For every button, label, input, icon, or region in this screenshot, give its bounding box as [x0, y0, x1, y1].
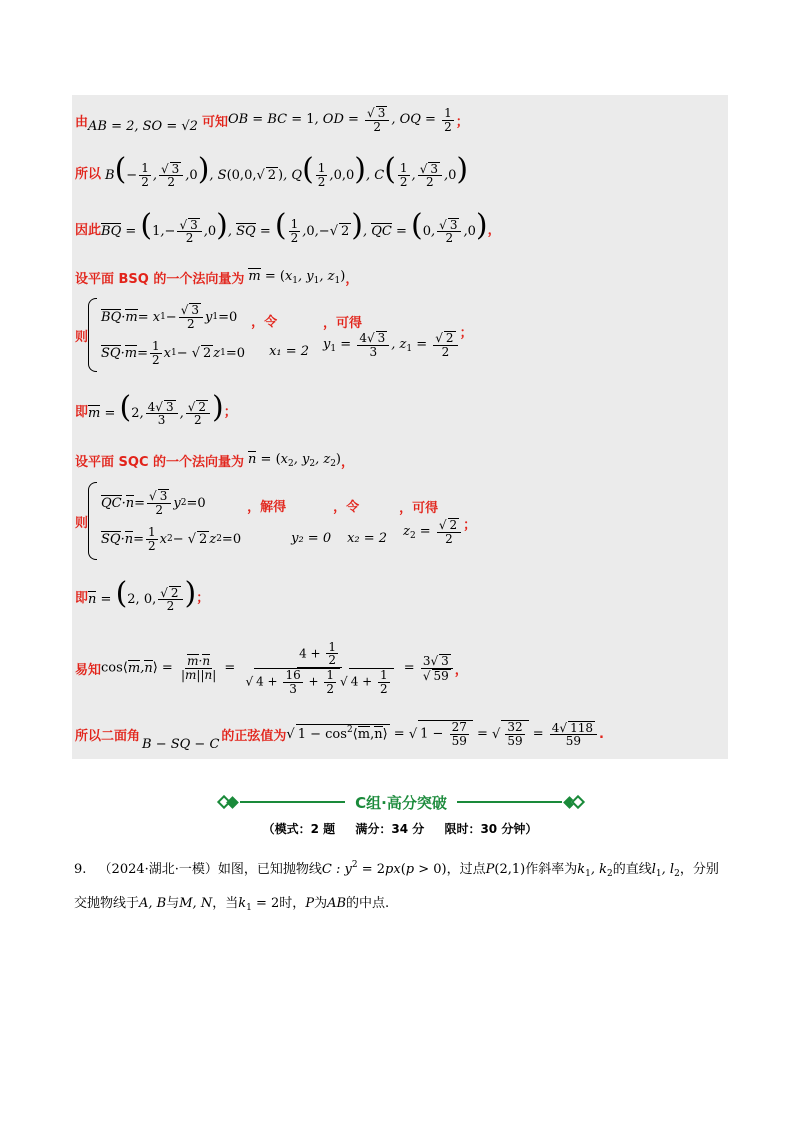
formula-slopes: $k_1$, $k_2$ — [577, 862, 613, 879]
solution-line-8 — [75, 480, 476, 562]
result-block-2 — [399, 497, 463, 545]
formula-n: $n = (x_2$, $y_2$, $z_2$) — [248, 451, 341, 469]
let-x2: x₂ = 2 — [347, 531, 388, 546]
formula-m: $m = (x_1$, $y_1$, $z_1$) — [248, 268, 346, 286]
problem-text: 的直线 — [612, 862, 652, 877]
formula-parabola: C : $y^2 = 2px(p > 0)$ — [321, 860, 447, 877]
let-x1: x₁ = 2 — [269, 344, 310, 359]
formula-lengths: OB = BC = 1, OD = $\frac{√ 3}{2}$ , OQ = $\frac{1}{2}$ — [227, 105, 452, 134]
diamond-icon — [571, 795, 585, 809]
text-normal-bsq: 设平面 BSQ 的一个法向量为 — [75, 271, 245, 287]
banner-rule-right — [457, 801, 562, 803]
banner-rule-left — [240, 801, 345, 803]
semicolon: ； — [455, 114, 469, 130]
result-z2: $z_2$ = $\frac{√ 2}{2}$ — [403, 518, 463, 545]
problem-text: 与 — [166, 896, 180, 911]
given-lengths: AB = 2, SO = √2 — [88, 118, 198, 134]
formula-vectors: BQ = (1,− $\frac{√ 3}{2}$ ,0), SQ = ( $\frac{1}{2}$ ,0,−√ 2), QC = (0, $\frac{√ 3}{2}$ ,0) — [101, 207, 488, 246]
solution-line-4 — [75, 264, 358, 290]
text-sine-value: 的正弦值为 — [221, 728, 287, 744]
text-ze: 则 — [75, 515, 89, 531]
text-yinci: 因此 — [75, 222, 102, 238]
angle-name: B − SQ − C — [142, 736, 220, 752]
diamond-icon — [226, 796, 239, 809]
period: . — [598, 726, 604, 742]
text-yizhi: 易知 — [75, 662, 102, 678]
formula-ab-segment: AB — [327, 896, 347, 911]
semicolon: ； — [223, 404, 237, 420]
meta-time: 限时：30 分钟） — [444, 822, 538, 836]
problem-text: 交抛物线于 — [74, 896, 140, 911]
section-title: C组·高分突破 — [355, 793, 447, 812]
result-y1-z1: $y_1$ = $\frac{4√ 3}{3}$ , $z_1$ = $\frac{√ 2}{2}$ — [323, 331, 460, 358]
equation-system-2: QC · n = $\frac{√ 3}{2}$ y 2 = 0 SQ · n = $\frac{1}{2}$ x 2 − √ 2 z 2 = 0 — [101, 489, 242, 553]
formula-cosine: cos⟨m,n⟩ = $\frac{m\cdot n}{|m||n|}$ = 4 + $\frac{1}{2}$ √ 4 + $\frac{16}{3}$ + $\frac{1}{2}$ √ 4 + $\frac{1}{2}$ = $\frac{3√ 3}{√ 59}$ — [101, 641, 455, 695]
solution-line-5 — [75, 296, 473, 374]
problem-source: （2024·湖北·一模） — [98, 862, 218, 877]
problem-text: ，分别 — [679, 862, 719, 877]
text-kezhi: 可知 — [201, 114, 228, 130]
formula-coordinates: B(− $\frac{1}{2}$ , $\frac{√ 3}{2}$ ,0), S(0,0,√ 2 ), Q( $\frac{1}{2}$ ,0,0), C( $\frac{1}{2}$ , $\frac{√ 3}{2}$ ,0) — [105, 151, 469, 190]
meta-mode: （模式：2 题 — [262, 822, 336, 836]
problem-text: 的中点. — [346, 896, 390, 911]
semicolon: ； — [196, 590, 210, 606]
text-ling: ，令 — [333, 500, 360, 515]
text-dihedral: 所以二面角 — [75, 728, 141, 744]
formula-sine: √ $1 - \cos^2⟨m,n⟩$ = √ 1 − $\frac{27}{59}$ = √ $\frac{32}{59}$ = $\frac{4√ 118}{59}$ — [286, 720, 599, 748]
section-meta — [0, 820, 800, 837]
solution-line-11 — [75, 712, 604, 756]
system-brace — [88, 482, 97, 560]
text-you: 由 — [75, 114, 89, 130]
problem-9-line-1 — [74, 858, 719, 879]
problem-text: 如图，已知抛物线 — [217, 862, 322, 877]
semicolon: ； — [463, 518, 477, 533]
solution-line-3 — [75, 206, 501, 250]
text-ze: 则 — [75, 329, 89, 345]
formula-ab: A, B — [139, 896, 167, 911]
formula-k1: $k_1 = 2$ — [238, 896, 280, 913]
formula-lines: $l_1$, $l_2$ — [651, 862, 680, 879]
text-normal-sqc: 设平面 SQC 的一个法向量为 — [75, 454, 245, 470]
solution-line-6 — [75, 388, 237, 432]
semicolon: ； — [459, 326, 473, 341]
comma: ， — [454, 662, 468, 678]
problem-text: ，当 — [212, 896, 239, 911]
problem-text: 为 — [314, 896, 328, 911]
problem-text: 作斜率为 — [525, 862, 578, 877]
formula-p: P — [305, 896, 315, 911]
text-ji: 即 — [75, 590, 89, 606]
formula-n-value: n = (2, 0, $\frac{√ 2}{2}$ ) — [88, 575, 197, 614]
solution-line-9 — [75, 574, 209, 618]
result-block — [323, 312, 460, 358]
text-jiede: ，解得 — [247, 500, 287, 515]
equation-system-1: BQ · m = x 1 − $\frac{√ 3}{2}$ y 1 = 0 SQ · m = $\frac{1}{2}$ x 1 − √ 2 z 1 = 0 — [101, 303, 246, 367]
text-kede: ，可得 — [323, 315, 363, 331]
formula-mn: M, N — [179, 896, 213, 911]
comma: ， — [345, 271, 359, 287]
text-suoyi: 所以 — [75, 166, 102, 182]
section-banner — [216, 791, 586, 813]
text-kede: ，可得 — [399, 500, 439, 516]
problem-text: 时， — [279, 896, 306, 911]
solution-line-7 — [75, 447, 354, 473]
problem-number: 9. — [74, 862, 87, 877]
formula-m-value: m = (2, $\frac{4√ 3}{3}$ , $\frac{√ 2}{2}$ ) — [88, 389, 224, 428]
text-ji: 即 — [75, 404, 89, 420]
solve-y2: y₂ = 0 — [291, 531, 332, 546]
meta-score: 满分：34 分 — [355, 822, 425, 836]
problem-9-line-2 — [74, 892, 389, 913]
let-block-2 — [333, 496, 387, 546]
solution-line-10 — [75, 632, 468, 704]
comma: ， — [341, 454, 355, 470]
comma: ， — [487, 222, 501, 238]
text-ling: ，令 — [251, 315, 278, 330]
solution-line-2 — [75, 150, 468, 194]
let-block — [251, 311, 309, 359]
solve-block — [247, 496, 331, 546]
formula-point-p: P(2,1) — [485, 862, 526, 877]
system-brace — [88, 298, 97, 372]
problem-text: ，过点 — [446, 862, 486, 877]
solution-line-1 — [75, 100, 469, 140]
